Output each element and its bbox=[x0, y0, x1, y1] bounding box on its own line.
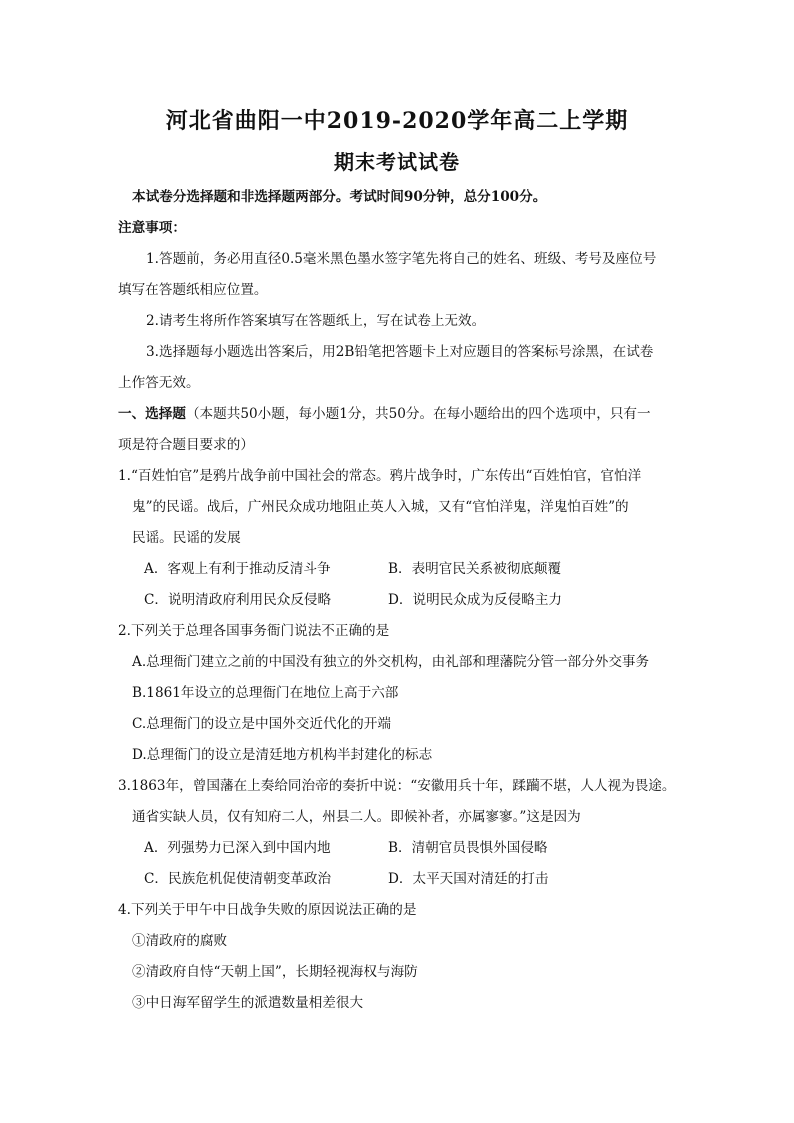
q2-option-b: B.1861年设立的总理衙门在地位上高于六部 bbox=[132, 685, 399, 701]
note-2: 2.请考生将所作答案填写在答题纸上，写在试卷上无效。 bbox=[146, 313, 486, 329]
q3-option-d: D．太平天国对清廷的打击 bbox=[388, 871, 549, 887]
q1-stem-3: 民谣。民谣的发展 bbox=[132, 530, 241, 546]
q2-option-a: A.总理衙门建立之前的中国没有独立的外交机构，由礼部和理藩院分管一部分外交事务 bbox=[132, 654, 650, 670]
section-desc: （本题共50小题，每小题1分，共50分。在每小题给出的四个选项中，只有一 bbox=[185, 406, 651, 422]
q1-options-ab bbox=[118, 554, 678, 585]
intro-text: 本试卷分选择题和非选择题两部分。考试时间90分钟，总分100分。 bbox=[132, 189, 547, 205]
q4-stem: 4.下列关于甲午中日战争失败的原因说法正确的是 bbox=[118, 902, 417, 918]
q3-option-c: C．民族危机促使清朝变革政治 bbox=[144, 871, 332, 887]
section-desc-cont: 项是符合题目要求的） bbox=[118, 437, 254, 453]
q2-stem: 2.下列关于总理各国事务衙门说法不正确的是 bbox=[118, 623, 390, 639]
q3-options-ab bbox=[118, 833, 678, 864]
q4-item-2: ②清政府自恃“天朝上国”，长期轻视海权与海防 bbox=[132, 964, 418, 980]
section-label: 一、选择题 bbox=[118, 406, 186, 422]
note-3: 3.选择题每小题选出答案后，用2B铅笔把答题卡上对应题目的答案标号涂黑，在试卷 bbox=[146, 344, 654, 360]
notes-heading: 注意事项： bbox=[118, 220, 186, 236]
q1-stem-2: 鬼”的民谣。战后，广州民众成功地阻止英人入城，又有“官怕洋鬼，洋鬼怕百姓”的 bbox=[132, 499, 629, 515]
q1-option-d: D．说明民众成为反侵略主力 bbox=[388, 592, 563, 608]
note-3-cont: 上作答无效。 bbox=[118, 375, 200, 391]
q3-stem-1: 3.1863年，曾国藩在上奏给同治帝的奏折中说：“安徽用兵十年，蹂躏不堪，人人视为畏途。 bbox=[118, 778, 676, 794]
exam-body bbox=[118, 182, 678, 1019]
q3-stem-2: 通省实缺人员，仅有知府二人，州县二人。即候补者，亦属寥寥。”这是因为 bbox=[132, 809, 581, 825]
q1-option-c: C．说明清政府利用民众反侵略 bbox=[144, 592, 332, 608]
note-1: 1.答题前，务必用直径0.5毫米黑色墨水签字笔先将自己的姓名、班级、考号及座位号 bbox=[146, 251, 657, 267]
q3-option-a: A．列强势力已深入到中国内地 bbox=[144, 840, 331, 856]
exam-subtitle: 期末考试试卷 bbox=[334, 150, 460, 174]
note-1-cont: 填写在答题纸相应位置。 bbox=[118, 282, 268, 298]
exam-title: 河北省曲阳一中2019-2020学年高二上学期 bbox=[165, 108, 629, 134]
q3-option-b: B．清朝官员畏惧外国侵略 bbox=[388, 840, 548, 856]
q2-option-d: D.总理衙门的设立是清廷地方机构半封建化的标志 bbox=[132, 747, 433, 763]
q1-option-b: B．表明官民关系被彻底颠覆 bbox=[388, 561, 562, 577]
q1-options-cd bbox=[118, 585, 678, 616]
q2-option-c: C.总理衙门的设立是中国外交近代化的开端 bbox=[132, 716, 391, 732]
q4-item-3: ③中日海军留学生的派遣数量相差很大 bbox=[132, 995, 364, 1011]
q4-item-1: ①清政府的腐败 bbox=[132, 933, 228, 949]
q1-stem-1: 1.“百姓怕官”是鸦片战争前中国社会的常态。鸦片战争时，广东传出“百姓怕官，官怕洋 bbox=[118, 468, 642, 484]
section-1-heading bbox=[118, 399, 678, 430]
q3-options-cd bbox=[118, 864, 678, 895]
q1-option-a: A．客观上有利于推动反清斗争 bbox=[144, 561, 331, 577]
